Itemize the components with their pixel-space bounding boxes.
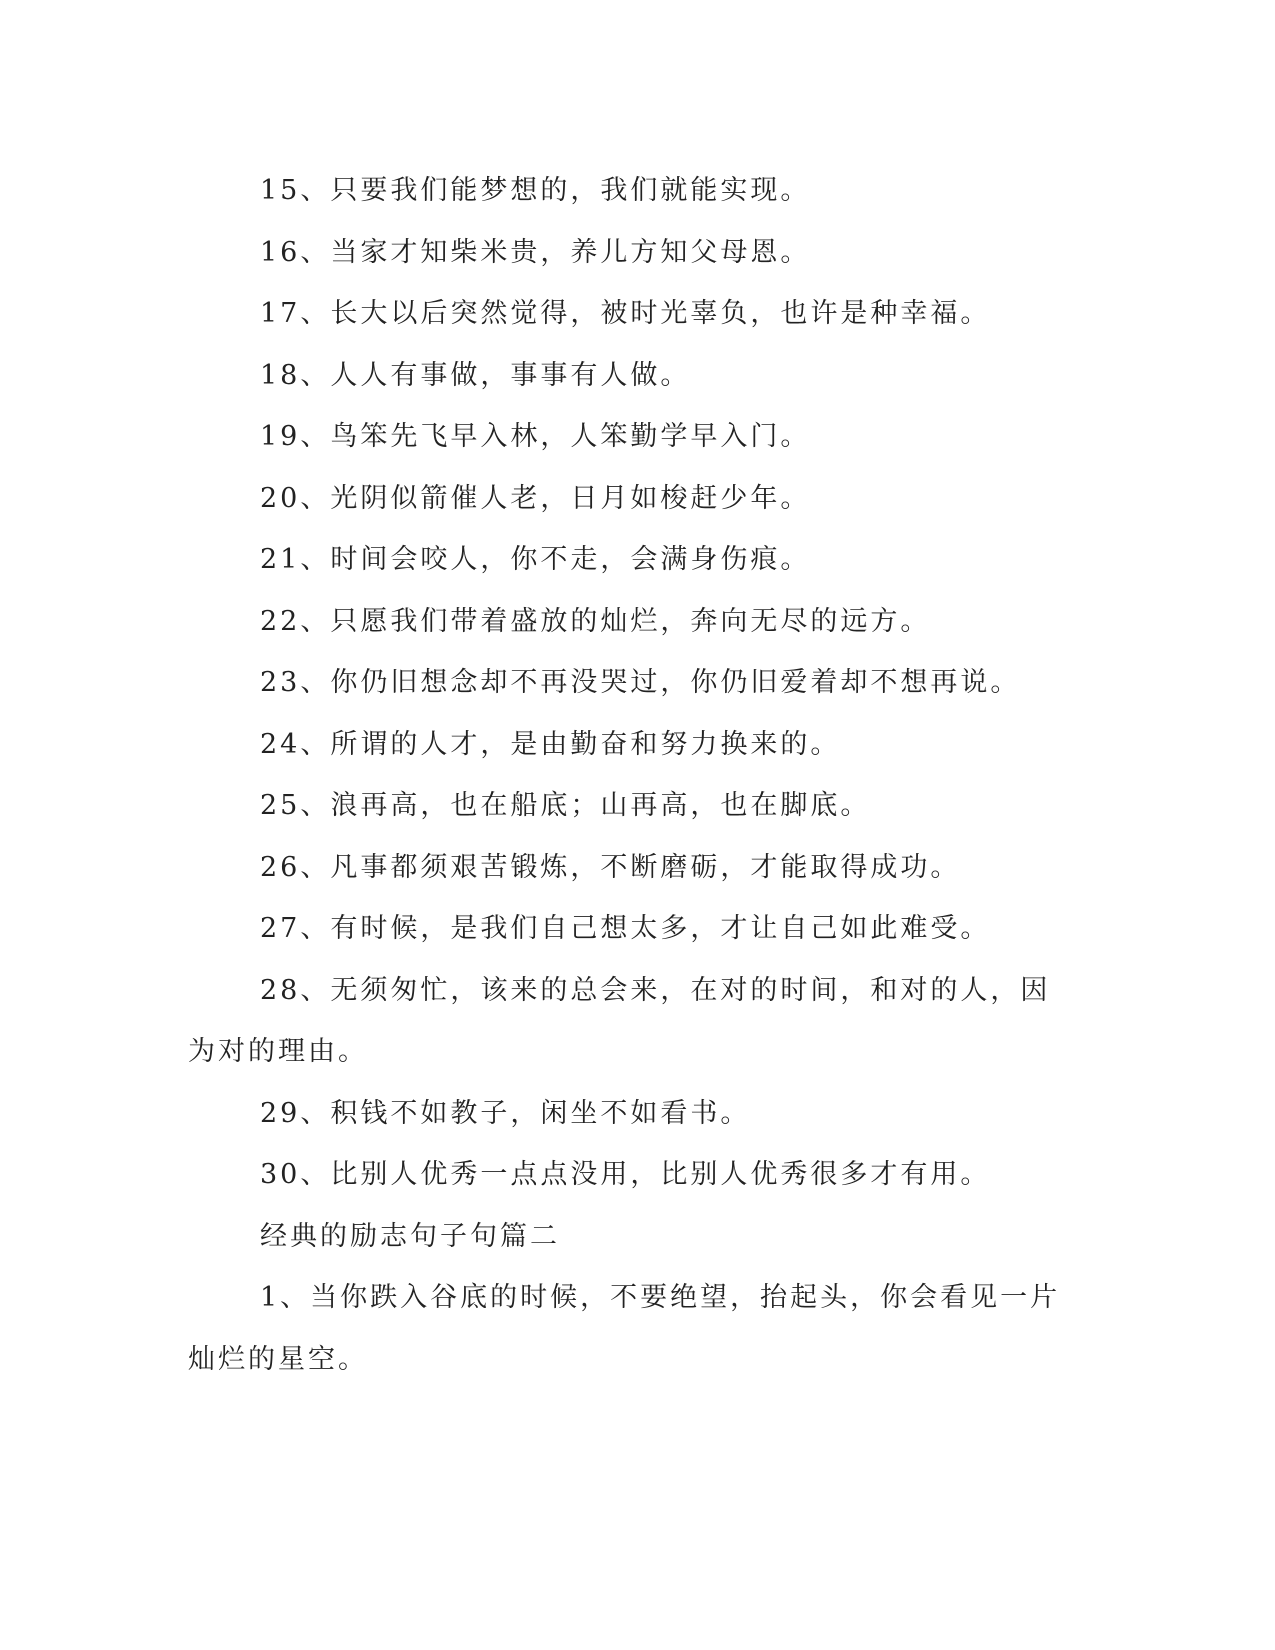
quote-20: 20、光阴似箭催人老，日月如梭赶少年。 (260, 482, 811, 514)
quote-28: 28、无须匆忙，该来的总会来，在对的时间，和对的人，因为对的理由。 (188, 974, 1051, 1067)
quote-24: 24、所谓的人才，是由勤奋和努力换来的。 (260, 728, 841, 760)
quote-18: 18、人人有事做，事事有人做。 (260, 359, 691, 391)
quote-29: 29、积钱不如教子，闲坐不如看书。 (260, 1097, 751, 1129)
quote-26: 26、凡事都须艰苦锻炼，不断磨砺，才能取得成功。 (260, 851, 961, 883)
document-body (188, 160, 1078, 1390)
section2-quote-1: 1、当你跌入谷底的时候，不要绝望，抬起头，你会看见一片灿烂的星空。 (188, 1282, 1061, 1375)
section-heading: 经典的励志句子句篇二 (260, 1220, 560, 1252)
quote-17: 17、长大以后突然觉得，被时光辜负，也许是种幸福。 (260, 298, 991, 329)
quote-30: 30、比别人优秀一点点没用，比别人优秀很多才有用。 (260, 1159, 991, 1190)
quote-27: 27、有时候，是我们自己想太多，才让自己如此难受。 (260, 913, 991, 944)
quote-15: 15、只要我们能梦想的，我们就能实现。 (260, 175, 811, 206)
quote-16: 16、当家才知柴米贵，养儿方知父母恩。 (260, 236, 811, 268)
quote-23: 23、你仍旧想念却不再没哭过，你仍旧爱着却不想再说。 (260, 667, 1021, 698)
quote-21: 21、时间会咬人，你不走，会满身伤痕。 (260, 544, 811, 575)
quote-25: 25、浪再高，也在船底；山再高，也在脚底。 (260, 790, 871, 821)
quote-19: 19、鸟笨先飞早入林，人笨勤学早入门。 (260, 421, 811, 452)
quote-22: 22、只愿我们带着盛放的灿烂，奔向无尽的远方。 (260, 605, 931, 637)
